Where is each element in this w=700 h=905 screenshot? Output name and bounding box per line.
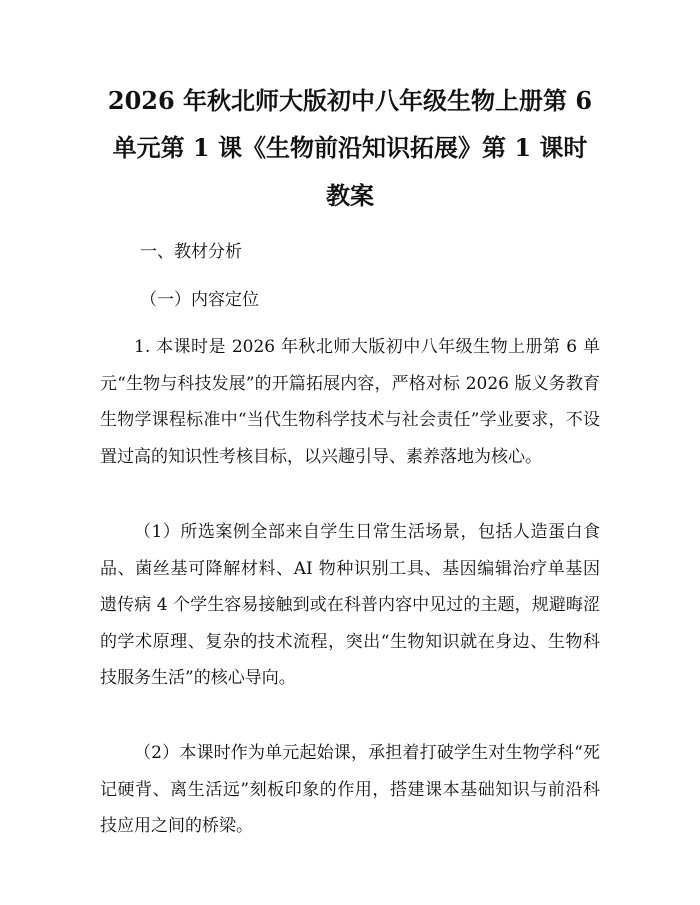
- document-title-line-3: 教案: [326, 181, 374, 210]
- paragraph-case-selection: （1）所选案例全部来自学生日常生活场景，包括人造蛋白食品、菌丝基可降解材料、AI 物种识别工具、基因编辑治疗单基因遗传病 4 个学生容易接触到或在科普内容中见过的主题，规避晦涩的学术原理、复杂的技术流程，突出“生物知识就在身边、生物科技服务生活”的核心导向。: [100, 522, 600, 688]
- section-subheading: （一）内容定位: [140, 290, 259, 310]
- paragraph-unit-role: （2）本课时作为单元起始课，承担着打破学生对生物学科“死记硬背、离生活远”刻板印象的作用，搭建课本基础知识与前沿科技应用之间的桥梁。: [100, 743, 600, 836]
- section-heading: 一、教材分析: [140, 242, 242, 262]
- document-title-line-1: 2026 年秋北师大版初中八年级生物上册第 6: [107, 86, 593, 115]
- paragraph-content-positioning: 1. 本课时是 2026 年秋北师大版初中八年级生物上册第 6 单元“生物与科技发展”的开篇拓展内容，严格对标 2026 版义务教育生物学课程标准中“当代生物科学技术与社会责任”学业要求，不设置过高的知识性考核目标，以兴趣引导、素养落地为核心。: [100, 337, 600, 467]
- document-title-line-2: 单元第 1 课《生物前沿知识拓展》第 1 课时: [112, 133, 588, 162]
